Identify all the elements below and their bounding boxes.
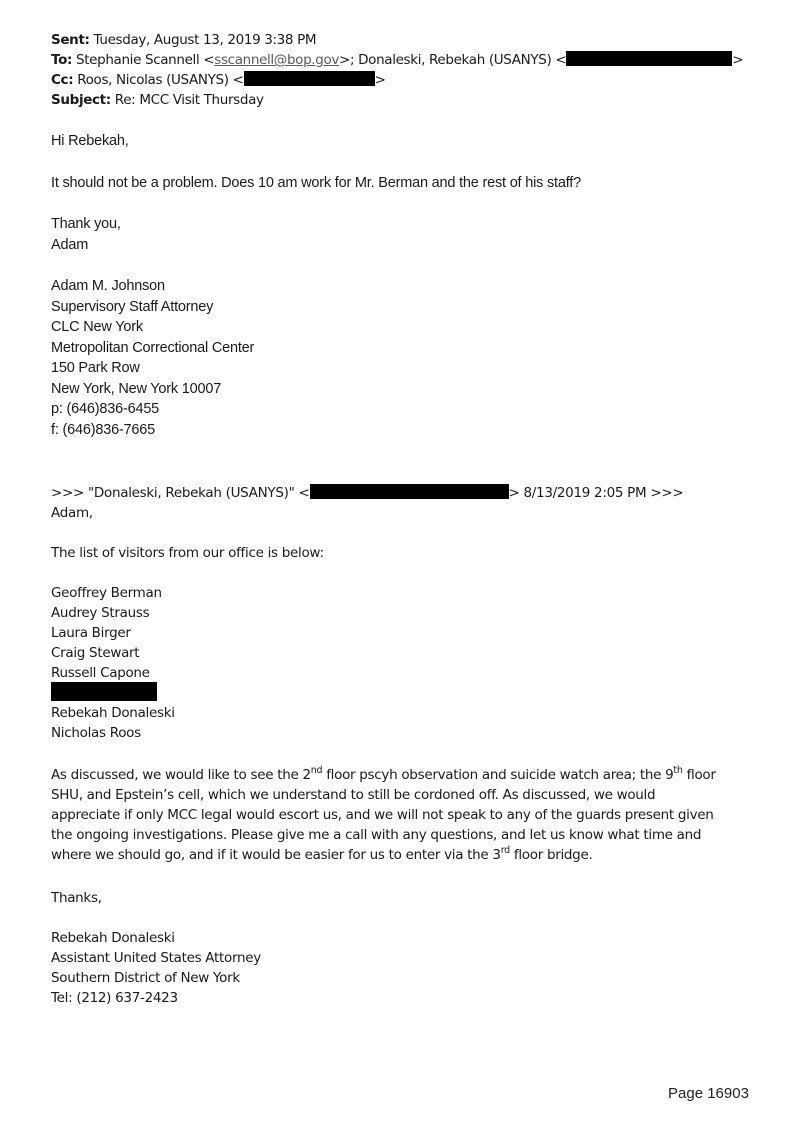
signature-line: Adam M. Johnson: [51, 278, 165, 294]
cc-name: Roos, Nicolas (USANYS) <: [77, 72, 244, 88]
signature-line: CLC New York: [51, 319, 143, 335]
cc-label: Cc:: [51, 72, 74, 88]
sent-value: Tuesday, August 13, 2019 3:38 PM: [93, 32, 317, 48]
list-item: Audrey Strauss: [51, 605, 150, 621]
paragraph-line: [51, 845, 716, 865]
paragraph-line: [51, 765, 716, 785]
list-item: Craig Stewart: [51, 645, 140, 661]
to-line: [51, 50, 743, 70]
paragraph-text: where we should go, and if it would be easier for us to enter via the 3: [51, 847, 501, 863]
visitor-list-2: [51, 703, 175, 743]
signature-line: New York, New York 10007: [51, 380, 222, 397]
subject-value: Re: MCC Visit Thursday: [114, 92, 264, 108]
signature-line: Assistant United States Attorney: [51, 950, 261, 966]
list-item: Russell Capone: [51, 665, 150, 681]
original-intro: The list of visitors from our office is below:: [51, 545, 324, 561]
sent-line: [51, 30, 316, 50]
list-item: Geoffrey Berman: [51, 585, 162, 601]
signature-line: 150 Park Row: [51, 360, 140, 376]
original-thanks: Thanks,: [51, 890, 102, 906]
signature-line: Metropolitan Correctional Center: [51, 339, 255, 356]
visitor-list: [51, 583, 162, 683]
signature-block: [51, 276, 254, 440]
ordinal-suffix: th: [673, 764, 683, 776]
reply-body: It should not be a problem. Does 10 am work for Mr. Berman and the rest of his staff?: [51, 175, 581, 191]
list-item: Nicholas Roos: [51, 725, 141, 741]
cc-end: >: [374, 72, 386, 88]
signature-line: Tel: (212) 637-2423: [51, 990, 178, 1006]
paragraph-text: floor pscyh observation and suicide watch area; the 9: [322, 767, 674, 783]
to-email-link[interactable]: sscannell@bop.gov: [214, 52, 340, 68]
to-label: To:: [51, 52, 73, 68]
ordinal-suffix: nd: [310, 764, 323, 776]
signature-line: Rebekah Donaleski: [51, 930, 175, 946]
paragraph-text: As discussed, we would like to see the 2: [51, 767, 311, 783]
signature-line: p: (646)836-6455: [51, 401, 160, 417]
to-end: >: [732, 52, 744, 68]
list-item: Laura Birger: [51, 625, 131, 641]
subject-line: [51, 90, 264, 110]
reply-closing: Thank you,: [51, 216, 121, 232]
redaction-block: [566, 51, 732, 66]
subject-label: Subject:: [51, 92, 111, 108]
quote-prefix: >>> "Donaleski, Rebekah (USANYS)" <: [51, 485, 310, 501]
signature-line: f: (646)836-7665: [51, 421, 156, 438]
original-signature: [51, 928, 261, 1008]
signature-line: Southern District of New York: [51, 970, 240, 986]
page-number: Page 16903: [668, 1085, 749, 1102]
paragraph-text: floor bridge.: [509, 847, 593, 863]
to-name-1: Stephanie Scannell <: [76, 52, 215, 68]
list-item: Rebekah Donaleski: [51, 705, 175, 721]
signature-line: Supervisory Staff Attorney: [51, 298, 214, 315]
cc-line: [51, 70, 386, 90]
reply-greeting: Hi Rebekah,: [51, 133, 129, 149]
redaction-block: [51, 682, 157, 701]
original-greeting: Adam,: [51, 505, 93, 521]
redaction-block: [310, 484, 509, 499]
paragraph-text: floor: [682, 767, 716, 783]
sent-label: Sent:: [51, 32, 90, 48]
paragraph-line: SHU, and Epstein’s cell, which we understand to still be cordoned off. As discussed, we would: [51, 787, 656, 803]
quote-header: [51, 483, 683, 503]
paragraph-line: the ongoing investigations. Please give me a call with any questions, and let us know what time and: [51, 827, 702, 843]
to-name-2: >; Donaleski, Rebekah (USANYS) <: [339, 52, 567, 68]
redaction-block: [244, 71, 375, 86]
quote-suffix: > 8/13/2019 2:05 PM >>>: [508, 485, 684, 501]
reply-closing-name: Adam: [51, 237, 89, 253]
paragraph-line: appreciate if only MCC legal would escort us, and we will not speak to any of the guards present given: [51, 807, 714, 823]
ordinal-suffix: rd: [500, 844, 510, 856]
original-paragraph: [51, 765, 716, 865]
